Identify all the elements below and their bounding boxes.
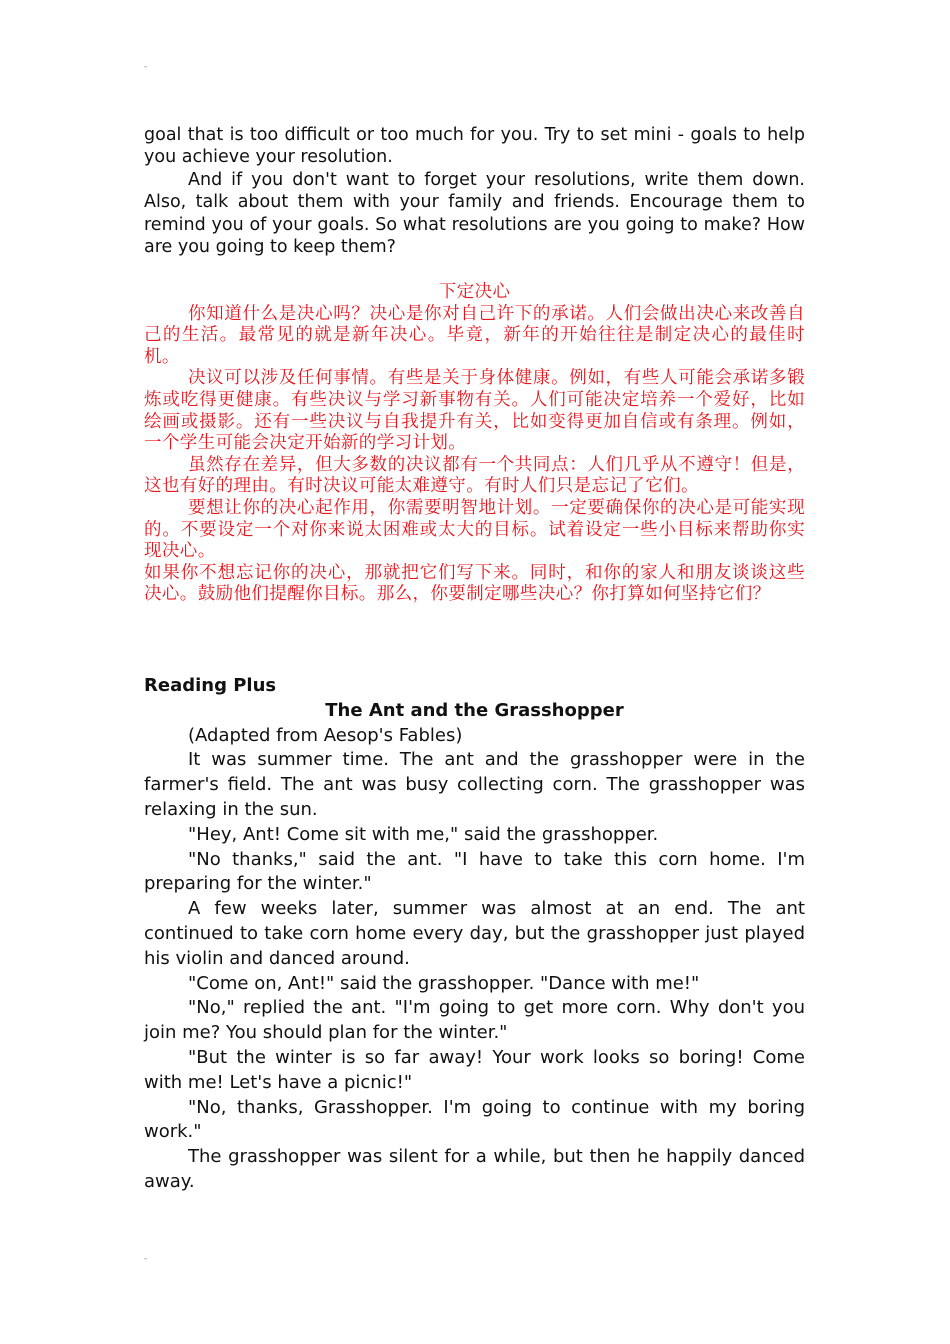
story-source: (Adapted from Aesop's Fables)	[188, 724, 463, 746]
story-paragraph: "Come on, Ant!" said the grasshopper. "Dance with me!"	[188, 972, 700, 994]
story-paragraph: It was summer time. The ant and the grasshopper were in the farmer's field. The ant was busy collecting corn. The grasshopper was relaxing in the sun.	[144, 749, 805, 820]
reading-plus-section	[144, 674, 805, 1195]
header-mark: -	[144, 62, 148, 72]
story-paragraph: "No thanks," said the ant. "I have to take this corn home. I'm preparing for the winter."	[144, 848, 805, 895]
section-heading: Reading Plus	[144, 675, 277, 696]
chinese-paragraph: 决议可以涉及任何事情。有些是关于身体健康。例如，有些人可能会承诺多锻炼或吃得更健康。有些决议与学习新事物有关。人们可能决定培养一个爱好，比如绘画或摄影。还有一些决议与自我提升有关，比如变得更加自信或有条理。例如，一个学生可能会决定开始新的学习计划。	[144, 368, 805, 454]
story-title: The Ant and the Grasshopper	[325, 699, 624, 721]
english-paragraph: And if you don't want to forget your resolutions, write them down. Also, talk about them with your family and friends. Encourage them to remind you of your goals. So what resolutions are you going to make? How are you going to keep them?	[144, 169, 805, 258]
story-paragraph: A few weeks later, summer was almost at an end. The ant continued to take corn home every day, but the grasshopper just played his violin and danced around.	[144, 898, 805, 969]
story-paragraph: "No," replied the ant. "I'm going to get more corn. Why don't you join me? You should plan for the winter."	[144, 997, 805, 1044]
english-continuation	[144, 124, 805, 258]
chinese-paragraph: 虽然存在差异，但大多数的决议都有一个共同点：人们几乎从不遵守！但是，这也有好的理由。有时决议可能太难遵守。有时人们只是忘记了它们。	[144, 454, 805, 497]
story-paragraph: The grasshopper was silent for a while, but then he happily danced away.	[144, 1146, 805, 1192]
english-paragraph: goal that is too difficult or too much for you. Try to set mini - goals to help you achieve your resolution.	[144, 125, 805, 168]
story-paragraph: "No, thanks, Grasshopper. I'm going to continue with my boring work."	[144, 1096, 805, 1143]
story-paragraph: "Hey, Ant! Come sit with me," said the grasshopper.	[188, 823, 659, 845]
chinese-paragraph: 要想让你的决心起作用，你需要明智地计划。一定要确保你的决心是可能实现的。不要设定一个对你来说太困难或太大的目标。试着设定一些小目标来帮助你实现决心。	[144, 497, 805, 562]
chinese-translation	[144, 282, 805, 606]
chinese-paragraph: 如果你不想忘记你的决心，那就把它们写下来。同时，和你的家人和朋友谈谈这些决心。鼓励他们提醒你目标。那么，你要制定哪些决心？你打算如何坚持它们？	[144, 562, 805, 605]
story-paragraph: "But the winter is so far away! Your work looks so boring! Come with me! Let's have a picnic!"	[144, 1046, 805, 1093]
footer-mark: -	[144, 1254, 148, 1264]
chinese-paragraph: 你知道什么是决心吗？决心是你对自己许下的承诺。人们会做出决心来改善自己的生活。最常见的就是新年决心。毕竟，新年的开始往往是制定决心的最佳时机。	[144, 303, 805, 367]
chinese-title: 下定决心	[438, 282, 511, 302]
